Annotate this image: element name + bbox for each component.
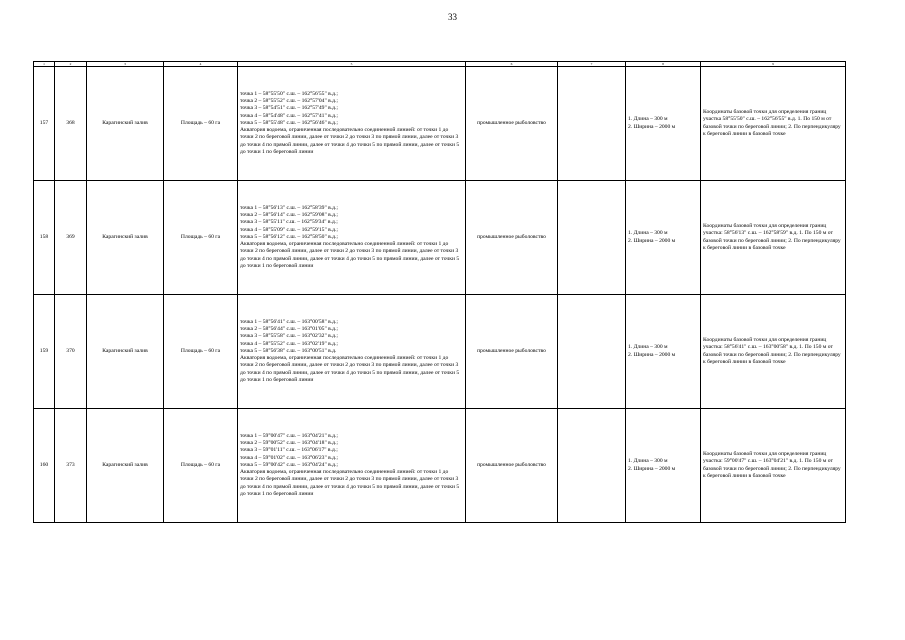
water-body-name: Карагинский залив [87, 295, 164, 409]
column-number: 1 [34, 62, 55, 67]
area-size: Площадь – 60 га [164, 409, 238, 523]
fishing-purpose: промышленное рыболовство [466, 181, 558, 295]
width-value: 2. Ширина – 2000 м [628, 237, 676, 244]
length-value: 1. Длина – 300 м [628, 230, 668, 237]
fishing-purpose: промышленное рыболовство [466, 67, 558, 181]
boundary-description [238, 409, 466, 523]
area-code: 370 [55, 295, 87, 409]
boundary-point: точка 4 – 58°55'52" с.ш. – 163°02'19" в.д.; [240, 340, 338, 347]
boundary-point: точка 1 – 58°56'41" с.ш. – 163°00'58" в.д.; [240, 319, 338, 326]
boundary-point: точка 1 – 58°56'13" с.ш. – 162°58'39" в.д.; [240, 205, 338, 212]
boundary-point: точка 2 – 59°00'52" с.ш. – 163°04'18" в.д.; [240, 440, 338, 447]
fishing-purpose: промышленное рыболовство [466, 295, 558, 409]
table-row [34, 67, 846, 181]
fishing-purpose: промышленное рыболовство [466, 409, 558, 523]
row-number: 159 [34, 295, 55, 409]
boundary-point: точка 2 – 58°55'52" с.ш. – 162°57'04" в.д.; [240, 98, 338, 105]
length-value: 1. Длина – 300 м [628, 344, 668, 351]
table-row [34, 295, 846, 409]
water-body-name: Карагинский залив [87, 67, 164, 181]
base-point-description: Координаты базовой точки для определения границ участка: 58°56'41" с.ш. – 163°00'58" в.д. 1. По 150 м от базовой точки по береговой линии; 2. По перпендикуляру к береговой линии в базовой точке [701, 295, 846, 409]
boundary-description [238, 67, 466, 181]
column-number: 2 [55, 62, 87, 67]
row-number: 160 [34, 409, 55, 523]
table-row [34, 409, 846, 523]
empty-cell [558, 295, 626, 409]
boundary-point: точка 5 – 59°00'42" с.ш. – 163°04'24" в.д.; [240, 461, 338, 468]
empty-cell [558, 67, 626, 181]
boundary-text: Акватория водоема, ограниченная последовательно соединенной линией: от точки 1 до точки 2 по береговой линии, далее от точки 2 до точки 3 по прямой линии, далее от точки 3 до точки 4 по прямой линии, далее от точки 4 до точки 5 по прямой линии, далее от точки 5 до точки 1 по береговой линии [240, 469, 460, 497]
boundary-point: точка 3 – 59°01'11" с.ш. – 163°06'17" в.д.; [240, 447, 338, 454]
water-body-name: Карагинский залив [87, 409, 164, 523]
empty-cell [558, 181, 626, 295]
base-point-description: Координаты базовой точки для определения границ участка 58°55'50" с.ш. – 162°56'55" в.д. 1. По 150 м от базовой точки по береговой линии; 2. По перпендикуляру к береговой линии в базовой точке [701, 67, 846, 181]
base-point-description: Координаты базовой точки для определения границ участка: 58°56'13" с.ш. – 162°58'59" в.д. 1. По 150 м от базовой точки по береговой линии; 2. По перпендикуляру к береговой линии в базовой точке [701, 181, 846, 295]
row-number: 157 [34, 67, 55, 181]
column-number: 5 [238, 62, 466, 67]
width-value: 2. Ширина – 2000 м [628, 351, 676, 358]
water-body-name: Карагинский залив [87, 181, 164, 295]
table-row [34, 181, 846, 295]
boundary-point: точка 4 – 58°55'09" с.ш. – 162°59'15" в.д.; [240, 226, 338, 233]
boundary-point: точка 1 – 58°55'50" с.ш. – 162°56'55" в.д.; [240, 91, 338, 98]
dimensions [626, 409, 701, 523]
width-value: 2. Ширина – 2000 м [628, 465, 676, 472]
boundary-point: точка 3 – 58°55'58" с.ш. – 163°02'32" в.д.; [240, 333, 338, 340]
boundary-text: Акватория водоема, ограниченная последовательно соединенной линией: от точки 1 до точки 2 по береговой линии, далее от точки 2 до точки 3 по прямой линии, далее от точки 3 до точки 4 по прямой линии, далее от точки 4 до точки 5 по прямой линии, далее от точки 5 до точки 1 по береговой линии [240, 127, 460, 155]
width-value: 2. Ширина – 2000 м [628, 123, 676, 130]
row-number: 158 [34, 181, 55, 295]
boundary-point: точка 4 – 59°01'02" с.ш. – 163°06'23" в.д.; [240, 454, 338, 461]
column-number: 7 [558, 62, 626, 67]
length-value: 1. Длина – 300 м [628, 458, 668, 465]
boundary-description [238, 181, 466, 295]
boundary-point: точка 5 – 58°56'38" с.ш. – 163°00'51" в.д. [240, 347, 337, 354]
column-number: 6 [466, 62, 558, 67]
boundary-description [238, 295, 466, 409]
boundary-point: точка 3 – 58°54'51" с.ш. – 162°57'49" в.д.; [240, 105, 338, 112]
boundary-point: точка 2 – 58°56'14" с.ш. – 162°59'08" в.д.; [240, 212, 338, 219]
boundary-text: Акватория водоема, ограниченная последовательно соединенной линией: от точки 1 до точки 2 по береговой линии, далее от точки 2 до точки 3 по прямой линии, далее от точки 3 до точки 4 по прямой линии, далее от точки 4 до точки 5 по прямой линии, далее от точки 5 до точки 1 по береговой линии [240, 355, 460, 383]
dimensions [626, 295, 701, 409]
area-size: Площадь – 60 га [164, 67, 238, 181]
dimensions [626, 67, 701, 181]
area-code: 373 [55, 409, 87, 523]
page-number: 33 [448, 12, 457, 22]
boundary-point: точка 5 – 58°55'48" с.ш. – 162°56'46" в.д.; [240, 119, 338, 126]
column-number: 3 [87, 62, 164, 67]
empty-cell [558, 409, 626, 523]
column-number: 4 [164, 62, 238, 67]
boundary-point: точка 4 – 58°54'48" с.ш. – 162°57'41" в.д.; [240, 112, 338, 119]
area-code: 368 [55, 67, 87, 181]
column-number: 8 [626, 62, 701, 67]
column-number: 9 [701, 62, 846, 67]
boundary-point: точка 3 – 58°55'11" с.ш. – 162°59'34" в.д.; [240, 219, 338, 226]
boundary-point: точка 2 – 58°56'44" с.ш. – 163°01'05" в.д.; [240, 326, 338, 333]
length-value: 1. Длина – 300 м [628, 116, 668, 123]
area-size: Площадь – 60 га [164, 181, 238, 295]
area-code: 369 [55, 181, 87, 295]
boundary-point: точка 5 – 58°56'12" с.ш. – 162°58'50" в.д.; [240, 233, 338, 240]
fishing-areas-table [33, 61, 846, 523]
boundary-point: точка 1 – 59°00'47" с.ш. – 163°04'21" в.д.; [240, 433, 338, 440]
base-point-description: Координаты базовой точки для определения границ участка: 59°00'47" с.ш. – 163°04'21" в.д. 1. По 150 м от базовой точки по береговой линии; 2. По перпендикуляру к береговой линии в базовой точке [701, 409, 846, 523]
boundary-text: Акватория водоема, ограниченная последовательно соединенной линией: от точки 1 до точки 2 по береговой линии, далее от точки 2 до точки 3 по прямой линии, далее от точки 3 до точки 4 по прямой линии, далее от точки 4 до точки 5 по прямой линии, далее от точки 5 до точки 1 по береговой линии [240, 241, 460, 269]
area-size: Площадь – 60 га [164, 295, 238, 409]
dimensions [626, 181, 701, 295]
